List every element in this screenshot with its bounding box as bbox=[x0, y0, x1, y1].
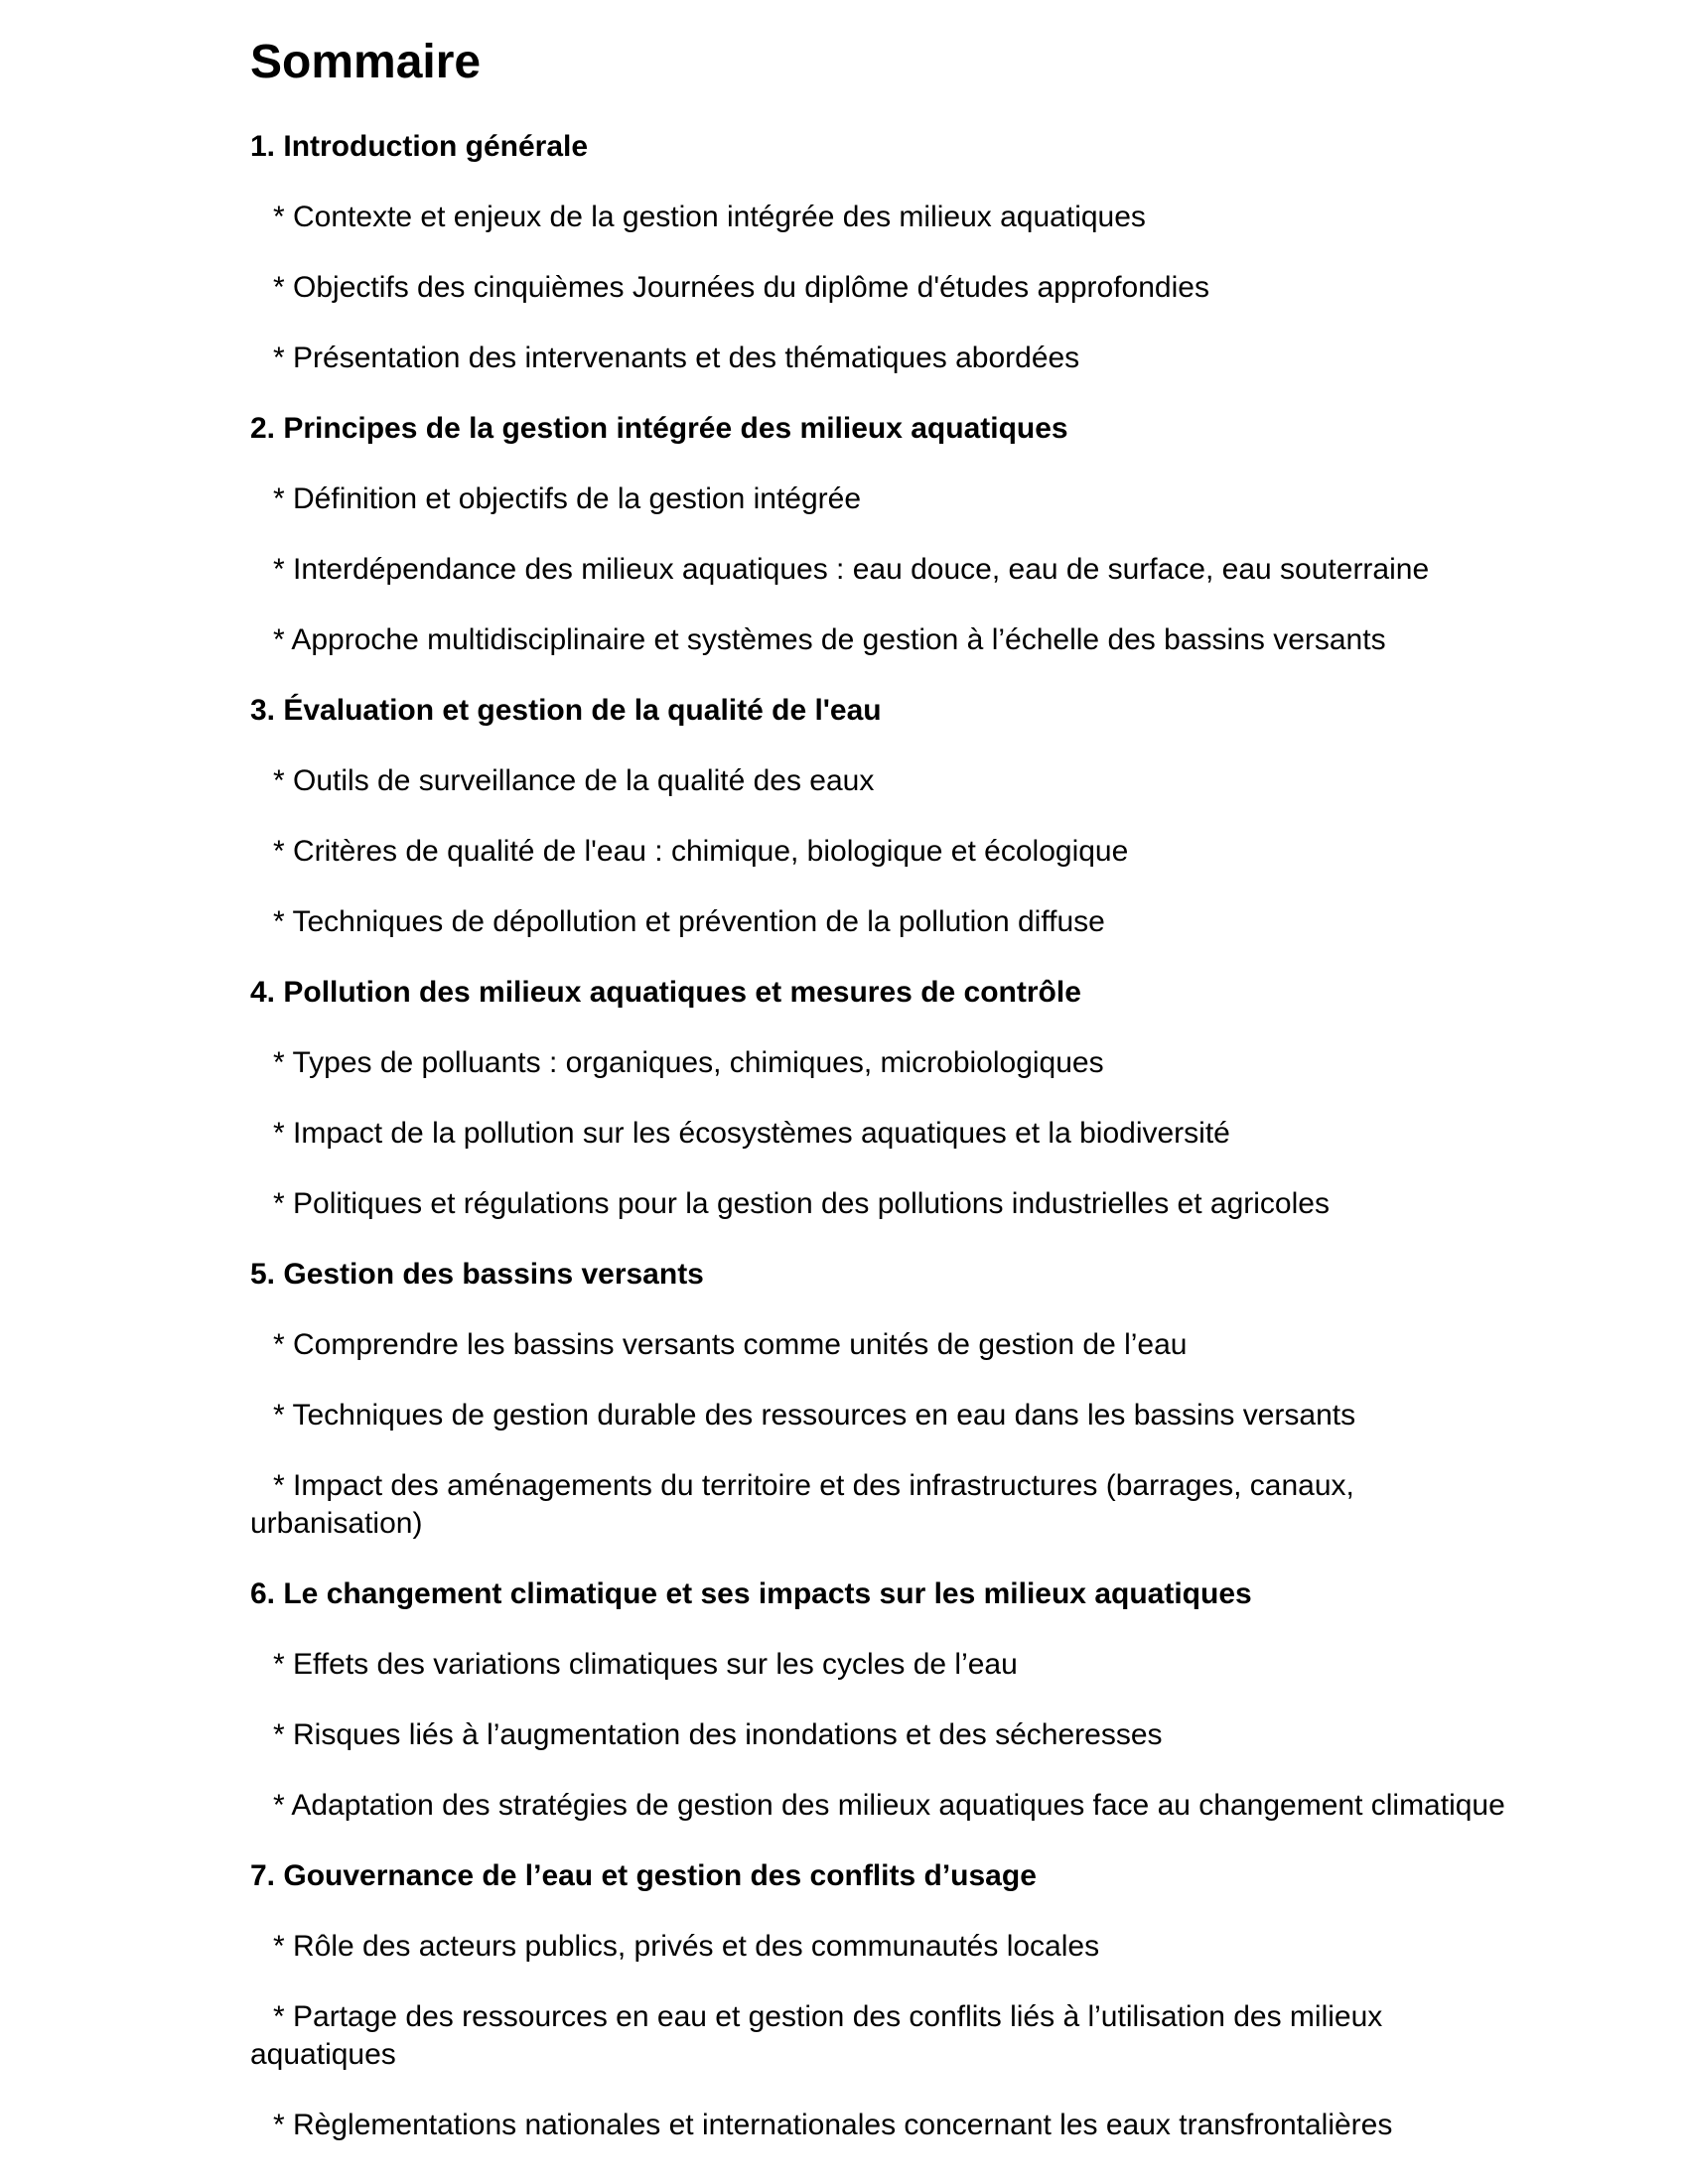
toc-item: * Approche multidisciplinaire et systèmes de gestion à l’échelle des bassins versants bbox=[273, 623, 1386, 656]
toc-item-continuation: aquatiques bbox=[250, 2038, 396, 2071]
toc-item: * Impact des aménagements du territoire et des infrastructures (barrages, canaux, bbox=[273, 1469, 1354, 1502]
section-heading: 2. Principes de la gestion intégrée des milieux aquatiques bbox=[250, 412, 1068, 445]
toc-item: * Partage des ressources en eau et gestion des conflits liés à l’utilisation des milieux bbox=[273, 2000, 1383, 2033]
toc-item: * Techniques de dépollution et prévention de la pollution diffuse bbox=[273, 905, 1105, 938]
toc-item: * Effets des variations climatiques sur les cycles de l’eau bbox=[273, 1648, 1018, 1681]
toc-item: * Rôle des acteurs publics, privés et des communautés locales bbox=[273, 1930, 1100, 1963]
section-heading: 6. Le changement climatique et ses impacts sur les milieux aquatiques bbox=[250, 1577, 1252, 1610]
toc-item: * Techniques de gestion durable des ressources en eau dans les bassins versants bbox=[273, 1399, 1356, 1432]
toc-item: * Risques liés à l’augmentation des inondations et des sécheresses bbox=[273, 1718, 1163, 1751]
page-title: Sommaire bbox=[250, 36, 482, 88]
toc-item: * Adaptation des stratégies de gestion des milieux aquatiques face au changement climatique bbox=[273, 1789, 1505, 1822]
section-heading: 4. Pollution des milieux aquatiques et mesures de contrôle bbox=[250, 976, 1081, 1009]
toc-item: * Critères de qualité de l'eau : chimique, biologique et écologique bbox=[273, 835, 1129, 868]
toc-item: * Présentation des intervenants et des thématiques abordées bbox=[273, 341, 1080, 374]
toc-item: * Politiques et régulations pour la gestion des pollutions industrielles et agricoles bbox=[273, 1187, 1330, 1220]
toc-item: * Règlementations nationales et internationales concernant les eaux transfrontalières bbox=[273, 2109, 1393, 2141]
toc-item: * Types de polluants : organiques, chimiques, microbiologiques bbox=[273, 1046, 1104, 1079]
toc-item: * Objectifs des cinquièmes Journées du diplôme d'études approfondies bbox=[273, 271, 1209, 304]
toc-item: * Outils de surveillance de la qualité des eaux bbox=[273, 764, 875, 797]
section-heading: 7. Gouvernance de l’eau et gestion des conflits d’usage bbox=[250, 1859, 1037, 1892]
section-heading: 5. Gestion des bassins versants bbox=[250, 1258, 704, 1291]
toc-item-continuation: urbanisation) bbox=[250, 1507, 423, 1540]
toc-item: * Impact de la pollution sur les écosystèmes aquatiques et la biodiversité bbox=[273, 1117, 1230, 1150]
section-heading: 1. Introduction générale bbox=[250, 130, 589, 163]
toc bbox=[250, 128, 1658, 2144]
toc-item: * Contexte et enjeux de la gestion intégrée des milieux aquatiques bbox=[273, 201, 1146, 233]
section-heading: 3. Évaluation et gestion de la qualité de l'eau bbox=[250, 694, 882, 727]
toc-item: * Interdépendance des milieux aquatiques : eau douce, eau de surface, eau souterraine bbox=[273, 553, 1430, 586]
toc-item: * Comprendre les bassins versants comme unités de gestion de l’eau bbox=[273, 1328, 1188, 1361]
toc-item: * Définition et objectifs de la gestion intégrée bbox=[273, 482, 862, 515]
